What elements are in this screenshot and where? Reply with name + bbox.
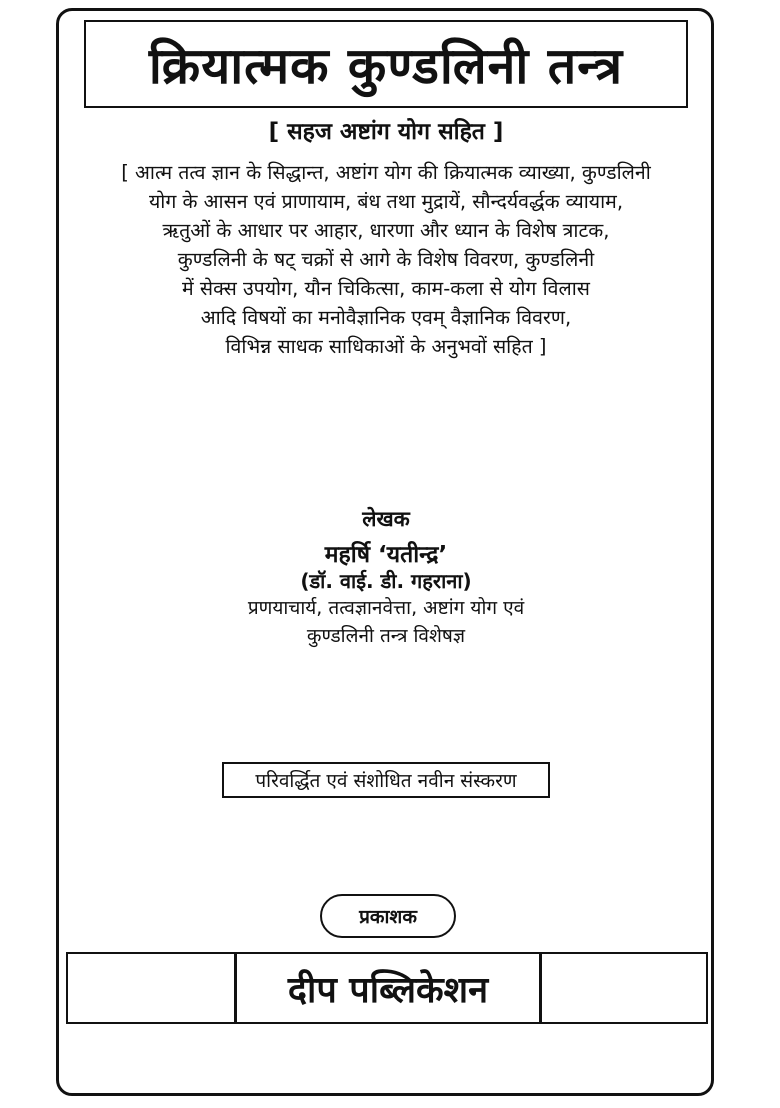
author-alt-name: (डॉ. वाई. डी. गहराना) xyxy=(300,569,472,593)
description-line: योग के आसन एवं प्राणायाम, बंध तथा मुद्रायें, सौन्दर्यवर्द्धक व्यायाम, xyxy=(148,190,624,213)
book-subtitle: [ सहज अष्टांग योग सहित ] xyxy=(268,119,504,145)
author-credentials xyxy=(84,594,688,650)
publisher-name: दीप पब्लिकेशन xyxy=(234,952,542,1024)
credentials-line: प्रणयाचार्य, तत्वज्ञानवेत्ता, अष्टांग योग एवं xyxy=(247,597,525,619)
book-title: क्रियात्मक कुण्डलिनी तन्त्र xyxy=(84,20,688,108)
edition-box: परिवर्द्धित एवं संशोधित नवीन संस्करण xyxy=(222,762,550,798)
description-line: आदि विषयों का मनोवैज्ञानिक एवम् वैज्ञानिक विवरण, xyxy=(200,306,572,329)
credentials-line: कुण्डलिनी तन्त्र विशेषज्ञ xyxy=(306,625,466,647)
book-description xyxy=(80,158,692,361)
publisher-label: प्रकाशक xyxy=(320,894,456,938)
description-line: में सेक्स उपयोग, यौन चिकित्सा, काम-कला से योग विलास xyxy=(182,277,590,300)
description-line: [ आत्म तत्व ज्ञान के सिद्धान्त, अष्टांग योग की क्रियात्मक व्याख्या, कुण्डलिनी xyxy=(121,161,651,184)
author-label: लेखक xyxy=(362,507,410,531)
author-name: महर्षि ‘यतीन्द्र’ xyxy=(324,542,448,568)
description-line: कुण्डलिनी के षट् चक्रों से आगे के विशेष विवरण, कुण्डलिनी xyxy=(177,248,595,271)
description-line: विभिन्न साधक साधिकाओं के अनुभवों सहित ] xyxy=(225,335,547,358)
description-line: ऋतुओं के आधार पर आहार, धारणा और ध्यान के विशेष त्राटक, xyxy=(162,219,610,242)
